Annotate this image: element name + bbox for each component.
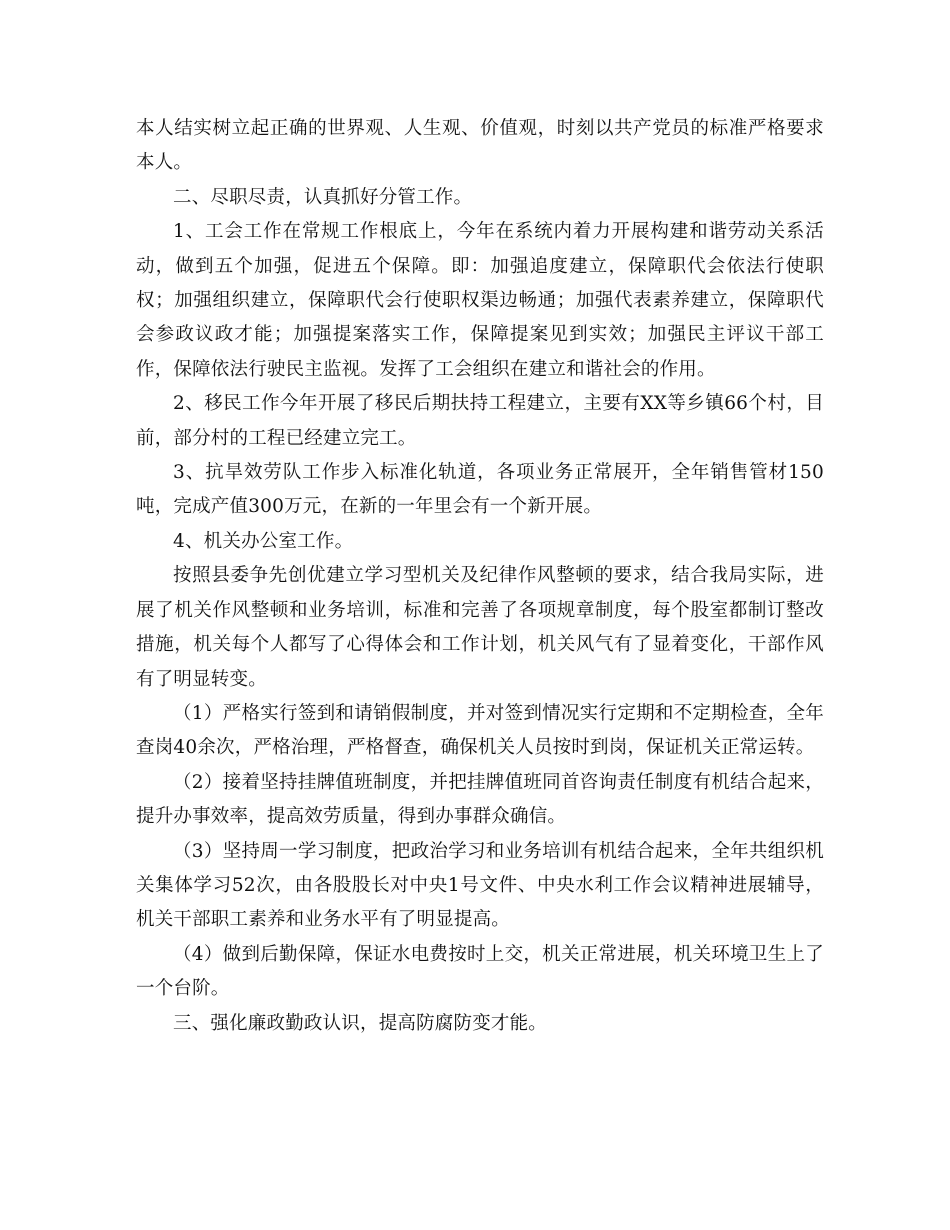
paragraph-continuation: 本人结实树立起正确的世界观、人生观、价值观，时刻以共产党员的标准严格要求本人。 (136, 118, 824, 174)
section-heading-2: 二、尽职尽责，认真抓好分管工作。 (173, 186, 473, 208)
section-heading-3: 三、强化廉政勤政认识，提高防腐防变才能。 (173, 1012, 548, 1034)
list-item-3: （3）坚持周一学习制度，把政治学习和业务培训有机结合起来，全年共组织机关集体学习52次，由各股股长对中央1号文件、中央水利工作会议精神进展辅导，机关干部职工素养和业务水平有了明显提高。 (136, 840, 824, 931)
list-item-1: （1）严格实行签到和请销假制度，并对签到情况实行定期和不定期检查，全年查岗40余次，严格治理，严格督查，确保机关人员按时到岗，保证机关正常运转。 (136, 702, 824, 759)
paragraph-union-work: 1、工会工作在常规工作根底上，今年在系统内着力开展构建和谐劳动关系活动，做到五个加强，促进五个保障。即：加强追度建立，保障职代会依法行使职权；加强组织建立，保障职代会行使职权渠边畅通；加强代表素养建立，保障职代会参政议政才能；加强提案落实工作，保障提案见到实效；加强民主评议干部工作，保障依法行驶民主监视。发挥了工会组织在建立和谐社会的作用。 (136, 221, 824, 380)
paragraph-office-rectification: 按照县委争先创优建立学习型机关及纪律作风整顿的要求，结合我局实际，进展了机关作风整顿和业务培训，标准和完善了各项规章制度，每个股室都制订整改措施，机关每个人都写了心得体会和工作计划，机关风气有了显着变化，干部作风有了明显转变。 (136, 565, 824, 690)
document-body (136, 112, 824, 1041)
list-item-2: （2）接着坚持挂牌值班制度，并把挂牌值班同首咨询责任制度有机结合起来，提升办事效率，提高效劳质量，得到办事群众确信。 (136, 771, 824, 828)
list-item-4: （4）做到后勤保障，保证水电费按时上交，机关正常进展，机关环境卫生上了一个台阶。 (136, 943, 824, 1000)
paragraph-migrant-work: 2、移民工作今年开展了移民后期扶持工程建立，主要有XX等乡镇66个村，目前，部分村的工程已经建立完工。 (136, 393, 824, 449)
subheading-office-work: 4、机关办公室工作。 (173, 530, 354, 552)
paragraph-drought-service: 3、抗旱效劳队工作步入标准化轨道，各项业务正常展开，全年销售管材150吨，完成产值300万元，在新的一年里会有一个新开展。 (136, 462, 824, 518)
